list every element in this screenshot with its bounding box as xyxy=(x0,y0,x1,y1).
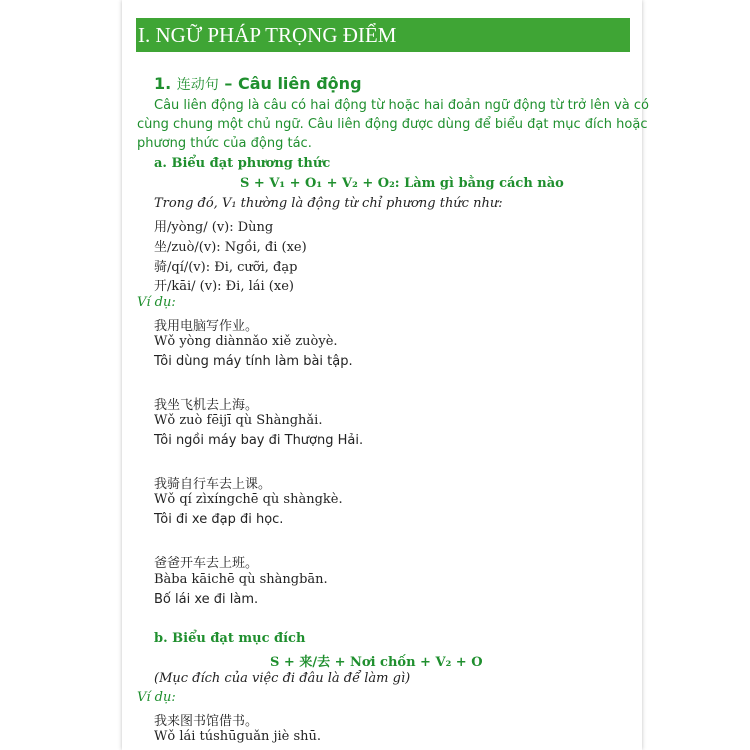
note-a: Trong đó, V₁ thường là động từ chỉ phương thức như: xyxy=(154,196,503,211)
example-meaning: Tôi ngồi máy bay đi Thượng Hải. xyxy=(154,433,364,448)
example-meaning: Tôi dùng máy tính làm bài tập. xyxy=(154,354,353,369)
subheading-b: b. Biểu đạt mục đích xyxy=(154,631,306,646)
subheading-a: a. Biểu đạt phương thức xyxy=(154,156,331,171)
verb-item: 坐/zuò/(v): Ngồi, đi (xe) xyxy=(154,240,307,255)
example-hanzi: 爸爸开车去上班。 xyxy=(154,556,259,571)
formula-a: S + V₁ + O₁ + V₂ + O₂: Làm gì bằng cách nào xyxy=(240,176,564,191)
example-pinyin: Wǒ yòng diànnǎo xiě zuòyè. xyxy=(154,334,338,349)
section-title: – Câu liên động xyxy=(224,74,362,93)
example-meaning: Bố lái xe đi làm. xyxy=(154,592,259,607)
verb-item: 骑/qí/(v): Đi, cưỡi, đạp xyxy=(154,260,298,275)
intro-line-1: Câu liên động là câu có hai động từ hoặc hai đoản ngữ động từ trở lên và có xyxy=(154,98,650,113)
formula-b: S + 来/去 + Nơi chốn + V₂ + O xyxy=(270,655,483,670)
example-pinyin: Wǒ qí zìxíngchē qù shàngkè. xyxy=(154,492,343,507)
note-b: (Mục đích của việc đi đâu là để làm gì) xyxy=(154,671,411,686)
example-hanzi: 我骑自行车去上课。 xyxy=(154,477,272,492)
section-banner: I. NGỮ PHÁP TRỌNG ĐIỂM xyxy=(136,18,630,52)
intro-line-3: phương thức của động tác. xyxy=(137,136,312,151)
section-number: 1. xyxy=(154,74,172,93)
example-hanzi: 我用电脑写作业。 xyxy=(154,319,259,334)
example-label-a: Ví dụ: xyxy=(137,295,176,310)
example-pinyin: Bàba kāichē qù shàngbān. xyxy=(154,572,328,587)
section-chinese-title: 连动句 xyxy=(176,77,219,93)
example-hanzi: 我来图书馆借书。 xyxy=(154,714,259,729)
intro-line-2: cùng chung một chủ ngữ. Câu liên động được dùng để biểu đạt mục đích hoặc xyxy=(137,117,648,132)
section-heading xyxy=(154,74,362,94)
example-pinyin: Wǒ lái túshūguǎn jiè shū. xyxy=(154,729,322,744)
example-meaning: Tôi đi xe đạp đi học. xyxy=(154,512,284,527)
example-hanzi: 我坐飞机去上海。 xyxy=(154,398,259,413)
example-pinyin: Wǒ zuò fēijī qù Shànghǎi. xyxy=(154,413,323,428)
example-label-b: Ví dụ: xyxy=(137,690,176,705)
verb-item: 用/yòng/ (v): Dùng xyxy=(154,220,274,235)
verb-item: 开/kāi/ (v): Đi, lái (xe) xyxy=(154,279,294,294)
